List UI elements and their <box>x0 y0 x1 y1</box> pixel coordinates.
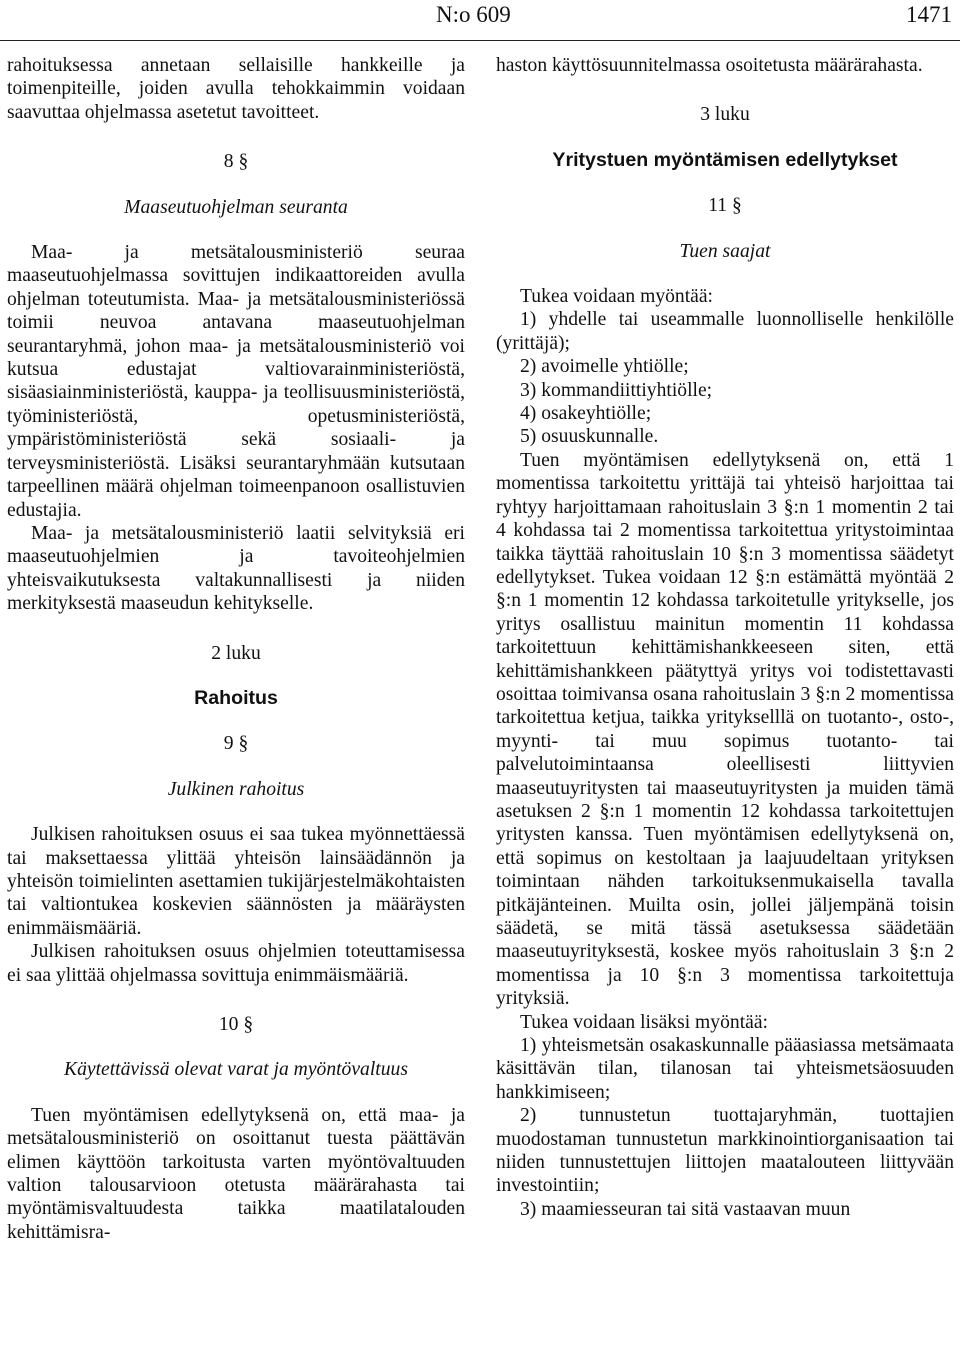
left-column <box>7 54 465 1244</box>
section-9-title: Julkinen rahoitus <box>167 778 305 800</box>
list-item: 2) tunnustetun tuottajaryhmän, tuottajien muodostaman tunnustetun markkinointiorganisaation tai niiden tunnustettujen liittojen maatalouteen liittyvään investointiin; <box>496 1105 954 1197</box>
list-item: 1) yhdelle tai useammalle luonnolliselle henkilölle (yrittäjä); <box>496 309 954 354</box>
page-number: 1471 <box>906 2 952 27</box>
gazette-number: N:o 609 <box>436 2 511 27</box>
additional-intro: Tukea voidaan lisäksi myöntää: <box>520 1011 768 1033</box>
chapter-2-number: 2 luku <box>211 642 261 664</box>
section-8-number: 8 § <box>223 151 249 173</box>
section-10-title: Käytettävissä olevat varat ja myöntövaltuus <box>64 1059 408 1081</box>
chapter-3-title: Yritystuen myöntämisen edellytykset <box>552 148 898 171</box>
list-item: 4) osakeyhtiölle; <box>520 403 652 425</box>
list-item: 1) yhteismetsän osakaskunnalle pääasiassa metsämaata käsittävän tilan, tilanosan tai yhteismetsäosuuden hankkimiseen; <box>496 1035 954 1103</box>
list-item: 3) maamiesseuran tai sitä vastaavan muun <box>520 1198 851 1220</box>
section-9-paragraph-2: Julkisen rahoituksen osuus ohjelmien toteuttamisessa ei saa ylittää ohjelmassa sovittuja enimmäismääriä. <box>7 941 465 986</box>
section-8-paragraph-1: Maa- ja metsätalousministeriö seuraa maaseutuohjelmassa sovittujen indikaattoreiden avulla ohjelman toteutumista. Maa- ja metsätalousministeriössä toimii neuvoa antavana maaseutuohjelman seurantaryhmä, johon maa- ja metsätalousministeriö voi kutsua edustajat valtiovarainministeriöstä, sisäasiainministeriöstä, kauppa- ja teollisuusministeriöstä, työministeriöstä, opetusministeriöstä, ympäristöministeriöstä sekä sosiaali- ja terveysministeriöstä. Lisäksi seurantaryhmään kutsutaan tarpeellinen määrä ohjelman toimeenpanoon osallistuvien edustajia. <box>7 242 465 521</box>
header-rule <box>0 40 960 41</box>
chapter-3-number: 3 luku <box>700 104 750 126</box>
paragraph-continuation: rahoituksessa annetaan sellaisille hankkeille ja toimenpiteille, joiden avulla tehokkaimmin voidaan saavuttaa ohjelmassa asetetut tavoitteet. <box>7 55 465 123</box>
list-item: 3) kommandiittiyhtiölle; <box>520 379 713 401</box>
section-11-title: Tuen saajat <box>679 240 771 262</box>
section-11-number: 11 § <box>708 195 742 217</box>
right-column <box>496 54 954 1221</box>
section-8-paragraph-2: Maa- ja metsätalousministeriö laatii selvityksiä eri maaseutuohjelmien ja tavoiteohjelmien yhteisvaikutuksesta valtakunnallisesti ja niiden merkityksestä maaseudun kehitykselle. <box>7 522 465 615</box>
section-10-number: 10 § <box>218 1014 254 1035</box>
paragraph-continuation: haston käyttösuunnitelmassa osoitetusta määrärahasta. <box>496 55 923 76</box>
section-9-number: 9 § <box>223 733 249 755</box>
chapter-2-title: Rahoitus <box>194 686 278 709</box>
section-9-paragraph-1: Julkisen rahoituksen osuus ei saa tukea myönnettäessä tai maksettaessa ylittää yhteisön lainsäädännön ja yhteisön toimielinten asettamien tukijärjestelmäkohtaisten tai valtiontukea koskevien säännösten ja määräysten enimmäismääriä. <box>7 824 465 939</box>
list-item: 2) avoimelle yhtiölle; <box>520 356 689 378</box>
list-item: 5) osuuskunnalle. <box>520 426 659 448</box>
conditions-paragraph: Tuen myöntämisen edellytyksenä on, että 1 momentissa tarkoitettu yrittäjä tai yhteisö harjoittaa tai ryhtyy harjoittamaan rahoituslain 3 §:n 1 momentin 2 tai 4 kohdassa tai 2 momentissa tarkoitettua yritystoimintaa taikka täyttää rahoituslain 10 §:n 3 momentissa säädetyt edellytykset. Tukea voidaan 12 §:n estämättä myöntää 2 §:n 1 momentin 12 kohdassa tarkoitetulle yritykselle, jos yritys osallistuu mainitun momentin 11 kohdassa tarkoitettuun kehittämishankkeeseen siten, että kehittämishankkeen päätyttyä yritys voi todistettavasti osoittaa toimivansa osana rahoituslain 3 §:n 2 momentissa tarkoitettua ketjua, taikka yritykselllä on tuotanto-, osto-, myynti- tai muu sopimus tuotanto- tai palvelutoimintaansa oleellisesti liittyvien maaseutuyritysten tai maaseutuyritysten ja muiden tämä asetuksen 2 §:n 1 momentin 12 kohdassa tarkoitettujen yritysten kanssa. Tuen myöntämisen edellytyksenä on, että sopimus on kestoltaan ja laajuudeltaan yrityksen toimintaan nähden tarkoituksenmukaisella tavalla pitkäjänteinen. Muilta osin, jollei jäljempänä toisin säädetä, se mitä tässä asetuksessa säädetään maaseutuyrityksestä, koskee myös rahoituslain 3 §:n 2 momentissa ja 10 §:n 3 momentissa tarkoitettuja yrityksiä. <box>496 449 954 1010</box>
section-10-paragraph-1: Tuen myöntämisen edellytyksenä on, että maa- ja metsätalousministeriö on osoittanut tuesta päättävän elimen käyttöön tarkoitusta varten myöntövaltuuden valtion talousarvioon otetusta määrärahasta tai myöntämisvaltuudesta taikka maatilatalouden kehittämisra- <box>7 1104 465 1243</box>
section-8-title: Maaseutuohjelman seuranta <box>124 196 348 218</box>
list-intro: Tukea voidaan myöntää: <box>520 286 714 308</box>
